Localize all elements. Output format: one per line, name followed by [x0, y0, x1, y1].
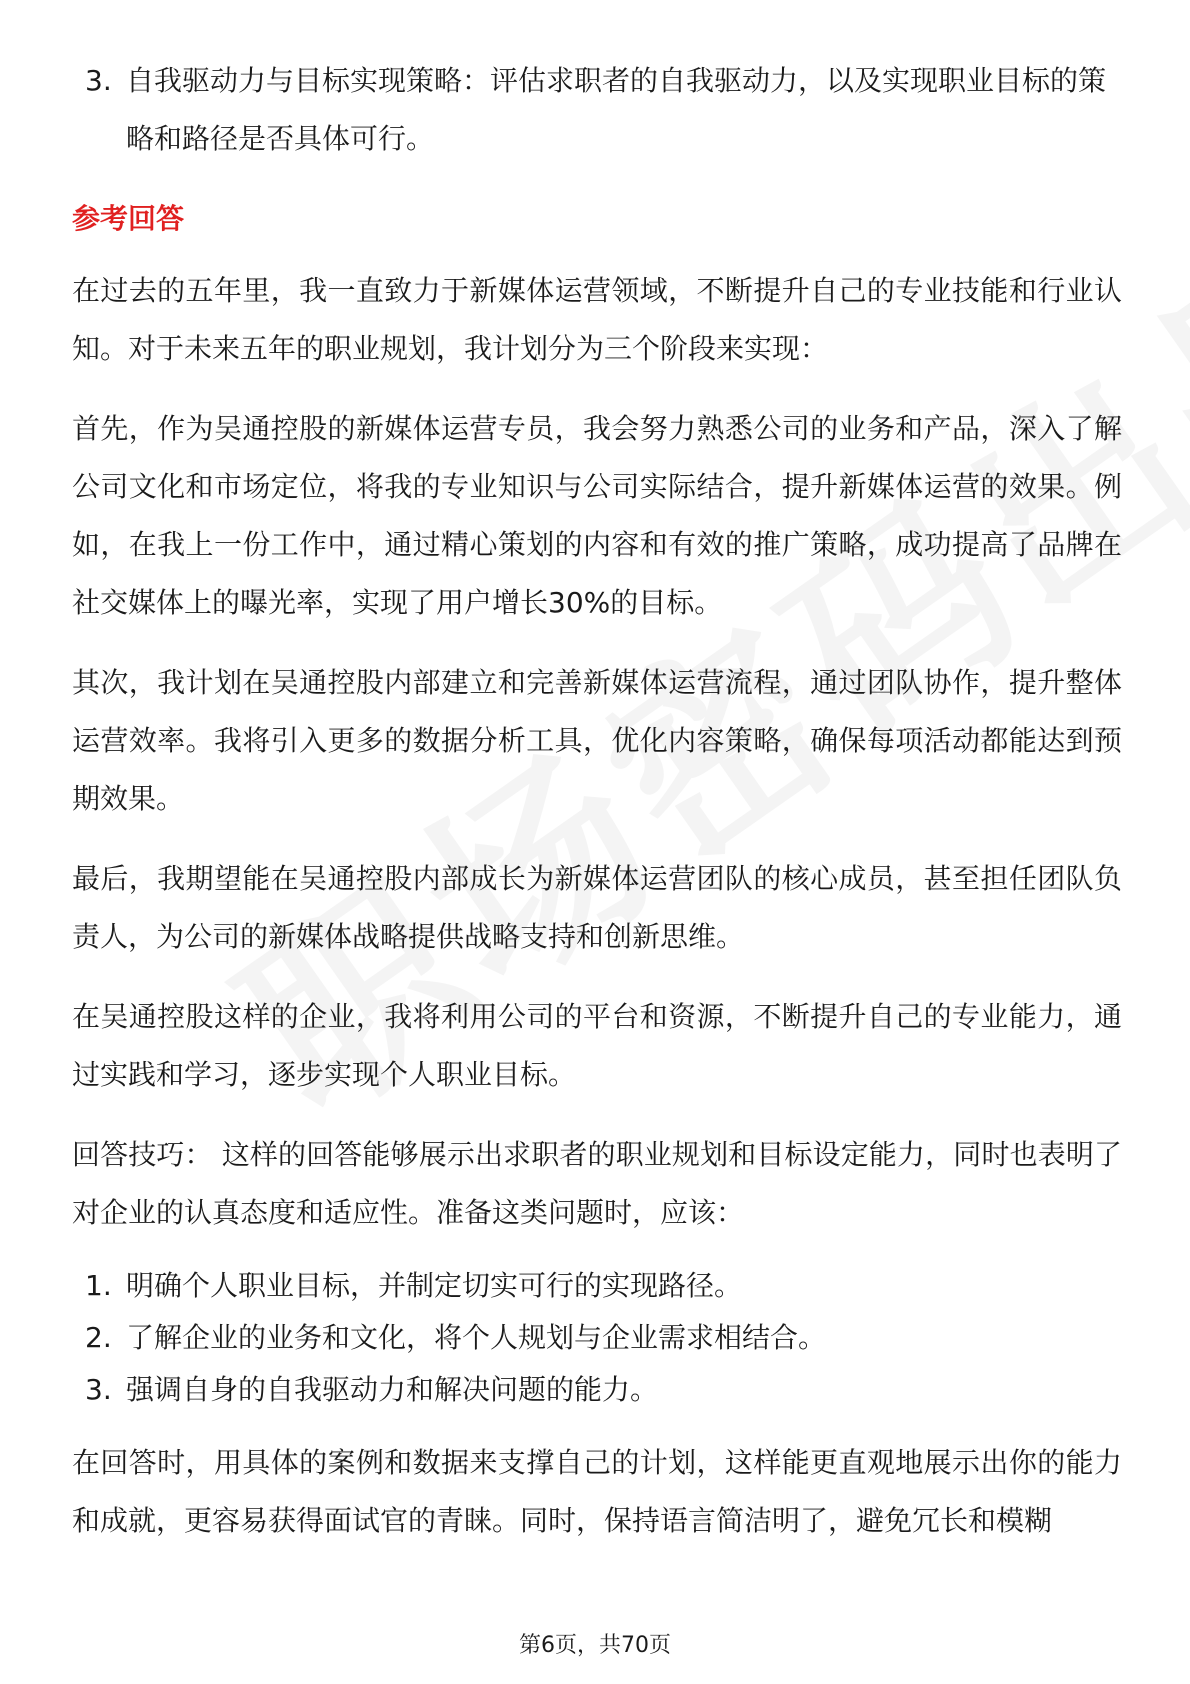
- tips-list: [72, 1260, 1122, 1416]
- paragraph-intro: 在过去的五年里，我一直致力于新媒体运营领域，不断提升自己的专业技能和行业认知。对于未来五年的职业规划，我计划分为三个阶段来实现：: [72, 274, 1122, 365]
- paragraph-second: 其次，我计划在吴通控股内部建立和完善新媒体运营流程，通过团队协作，提升整体运营效率。我将引入更多的数据分析工具，优化内容策略，确保每项活动都能达到预期效果。: [72, 666, 1122, 815]
- list-item: [72, 1312, 1122, 1364]
- paragraph-tips: 回答技巧： 这样的回答能够展示出求职者的职业规划和目标设定能力，同时也表明了对企业的认真态度和适应性。准备这类问题时，应该：: [72, 1138, 1122, 1229]
- list-item: [72, 52, 1122, 168]
- section-title: 参考回答: [72, 202, 185, 235]
- list-item: [72, 1364, 1122, 1416]
- list-item: [72, 1260, 1122, 1312]
- criteria-list: [72, 52, 1122, 168]
- list-item-text: 自我驱动力与目标实现策略：评估求职者的自我驱动力，以及实现职业目标的策略和路径是否具体可行。: [126, 64, 1107, 155]
- page-content: [72, 52, 1122, 1550]
- paragraph-closing: 在回答时，用具体的案例和数据来支撑自己的计划，这样能更直观地展示出你的能力和成就，更容易获得面试官的青睐。同时，保持语言简洁明了，避免冗长和模糊: [72, 1446, 1122, 1537]
- paragraph-first: 首先，作为吴通控股的新媒体运营专员，我会努力熟悉公司的业务和产品，深入了解公司文化和市场定位，将我的专业知识与公司实际结合，提升新媒体运营的效果。例如，在我上一份工作中，通过精心策划的内容和有效的推广策略，成功提高了品牌在社交媒体上的曝光率，实现了用户增长30%的目标。: [72, 412, 1122, 619]
- list-item-number: 1.: [85, 1269, 112, 1302]
- paragraph-third: 最后，我期望能在吴通控股内部成长为新媒体运营团队的核心成员，甚至担任团队负责人，为公司的新媒体战略提供战略支持和创新思维。: [72, 862, 1122, 953]
- list-item-number: 2.: [85, 1321, 112, 1354]
- paragraph-summary: 在吴通控股这样的企业，我将利用公司的平台和资源，不断提升自己的专业能力，通过实践和学习，逐步实现个人职业目标。: [72, 1000, 1122, 1091]
- list-item-text: 了解企业的业务和文化，将个人规划与企业需求相结合。: [126, 1321, 827, 1354]
- list-item-number: 3.: [85, 64, 112, 97]
- list-item-text: 强调自身的自我驱动力和解决问题的能力。: [126, 1373, 659, 1406]
- list-item-text: 明确个人职业目标，并制定切实可行的实现路径。: [126, 1269, 743, 1302]
- page-footer: 第6页，共70页: [519, 1633, 671, 1658]
- list-item-number: 3.: [85, 1373, 112, 1406]
